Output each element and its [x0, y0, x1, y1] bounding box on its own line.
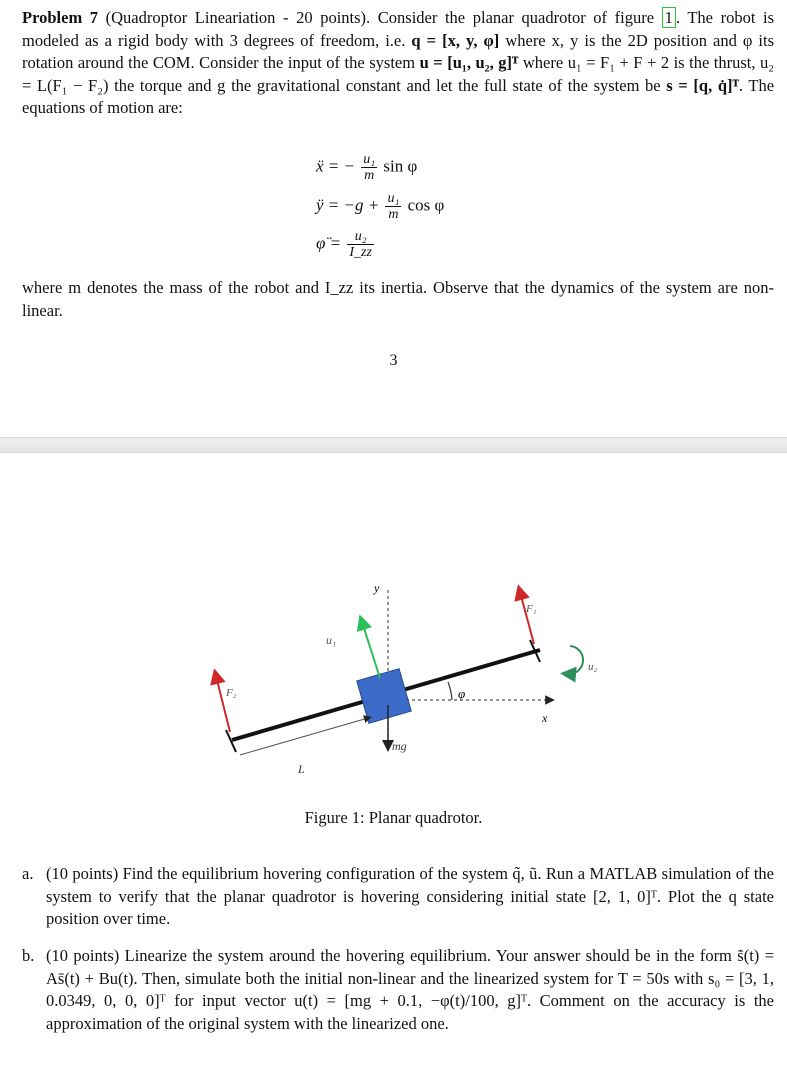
label-x: x — [542, 711, 548, 725]
eq3-lhs: φ̈ = — [316, 233, 342, 253]
label-u1: u₁ — [326, 633, 337, 647]
equation-x — [316, 152, 417, 183]
label-phi: φ — [458, 686, 466, 701]
eq2-lhs: ÿ = −g + — [316, 195, 380, 215]
figure-caption: Figure 1: Planar quadrotor. — [304, 808, 483, 827]
page-separator — [0, 437, 787, 453]
eq1-num: u₁ — [363, 152, 376, 167]
intro-4: where u₁ = F₁ + F + 2 is the thrust, u₂ = L(F₁ − F₂) the torque and g the gravitational constant and let the full state of the system be — [22, 53, 775, 95]
intro-3: where x, y is the 2D position and φ its rotation around the COM. Consider the input of the system — [22, 30, 775, 72]
eq3-fraction — [347, 229, 374, 260]
s-definition: s = [q, q̇]ᵀ — [666, 75, 739, 95]
eq3-den: I_zz — [349, 245, 372, 260]
problem-statement — [22, 7, 774, 120]
problem-title: (Quadroptor Lineariation - 20 points). — [105, 8, 371, 27]
thrust-arrow — [362, 622, 380, 678]
eq3-num: u₂ — [347, 229, 374, 245]
torque-arc — [568, 646, 583, 674]
label-F2: F₂ — [226, 687, 237, 699]
part-a-text: (10 points) Find the equilibrium hovering configuration of the system q̃, ũ. Run a MATLAB simulation of the system to verify that the planar quadrotor is hovering considering initial state [2, 1, 0]ᵀ. Plot the q state position over time. — [46, 864, 774, 928]
intro-2: . The robot is modeled as a rigid body with 3 degrees of freedom, i.e. — [22, 8, 775, 50]
force-f1-arrow — [520, 592, 534, 644]
length-dimension — [240, 718, 368, 755]
part-b-label: b. — [22, 946, 35, 965]
figure-ref-link[interactable]: 1 — [662, 7, 676, 28]
eq1-rhs: sin φ — [383, 156, 418, 176]
q-definition: q = [x, y, φ] — [411, 30, 500, 50]
eq2-den: m — [388, 207, 399, 222]
intro-1: Consider the planar quadrotor of figure — [377, 8, 655, 27]
part-b — [22, 945, 774, 1035]
force-f2-arrow — [216, 676, 230, 732]
quadrotor-figure — [190, 570, 610, 790]
part-a — [22, 863, 774, 931]
quadrotor-body — [357, 669, 411, 723]
label-mg: mg — [392, 739, 407, 753]
part-a-label: a. — [22, 864, 34, 883]
label-y: y — [374, 581, 380, 595]
label-u2: u₂ — [588, 661, 598, 673]
u-definition: u = [u₁, u₂, g]ᵀ — [419, 53, 519, 72]
problem-heading: Problem 7 — [22, 8, 99, 27]
equation-y — [316, 191, 444, 222]
phi-arc — [448, 682, 452, 700]
equation-phi — [316, 229, 376, 260]
eq2-fraction — [385, 191, 401, 222]
eq2-rhs: cos φ — [407, 195, 445, 215]
page-number: 3 — [389, 352, 398, 369]
eq2-num: u₁ — [387, 191, 400, 206]
label-F1: F₁ — [526, 603, 537, 615]
eq1-den: m — [364, 168, 375, 183]
intro-5: . The equations of motion are: — [22, 75, 775, 117]
part-b-text: (10 points) Linearize the system around the hovering equilibrium. Your answer should be in the form s̄̇(t) = As̄(t) + Bu(t). Then, simulate both the initial non-linear and the linearized system for T = 50s with s₀ = [3, 1, 0.0349, 0, 0, 0]ᵀ for input vector u(t) = [mg + 0.1, −φ(t)/100, g]ᵀ. Comment on the accuracy is the approximation of the original system with the linearized one. — [46, 946, 774, 1033]
eq1-lhs: ẍ = − — [316, 156, 355, 176]
eq1-fraction — [361, 152, 377, 183]
after-equations-text: where m denotes the mass of the robot and I_zz its inertia. Observe that the dynamics of the system are non-linear. — [22, 278, 774, 320]
label-L: L — [298, 762, 305, 776]
